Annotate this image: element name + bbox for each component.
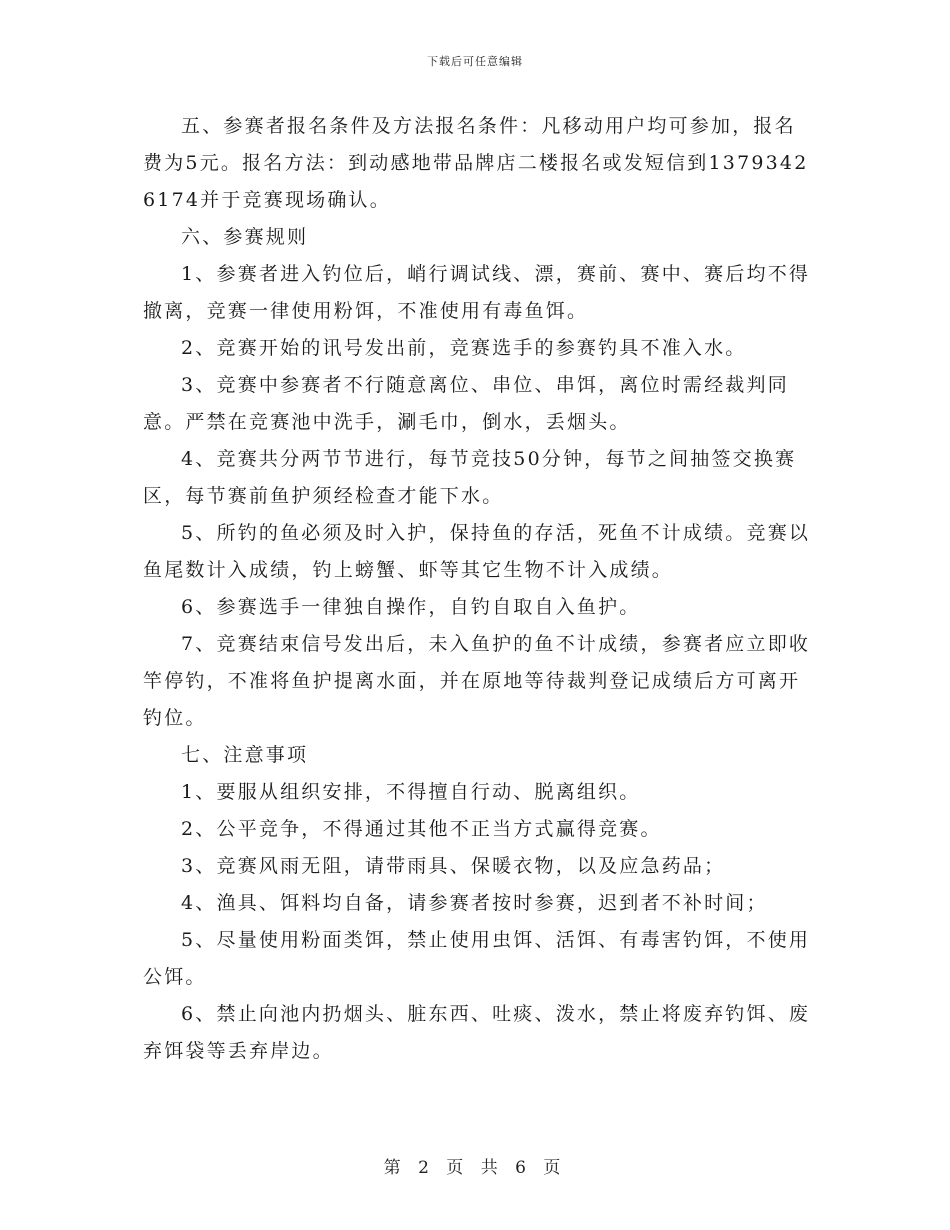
rule-item: 7、竞赛结束信号发出后，未入鱼护的鱼不计成绩，参赛者应立即收竿停钓，不准将鱼护提离水面，并在原地等待裁判登记成绩后方可离开钓位。 xyxy=(143,633,811,729)
rule-item: 4、竞赛共分两节节进行，每节竞技50分钟，每节之间抽签交换赛区，每节赛前鱼护须经检查才能下水。 xyxy=(143,448,797,507)
note-item: 5、尽量使用粉面类饵，禁止使用虫饵、活饵、有毒害钓饵，不使用公饵。 xyxy=(143,929,811,988)
heading-notes: 七、注意事项 xyxy=(181,744,309,766)
rule-item: 6、参赛选手一律独自操作，自钓自取自入鱼护。 xyxy=(181,596,641,618)
rule-item: 3、竞赛中参赛者不行随意离位、串位、串饵，离位时需经裁判同意。严禁在竞赛池中洗手，涮毛巾，倒水，丢烟头。 xyxy=(143,374,789,433)
rule-item: 1、参赛者进入钓位后，峭行调试线、漂，赛前、赛中、赛后均不得撤离，竞赛一律使用粉饵，不准使用有毒鱼饵。 xyxy=(143,263,811,322)
heading-rules: 六、参赛规则 xyxy=(181,226,309,248)
page-header: 下载后可任意编辑 xyxy=(427,55,523,68)
note-item: 3、竞赛风雨无阻，请带雨具、保暖衣物，以及应急药品； xyxy=(181,855,726,877)
rule-item: 5、所钓的鱼必须及时入护，保持鱼的存活，死鱼不计成绩。竞赛以鱼尾数计入成绩，钓上螃蟹、虾等其它生物不计入成绩。 xyxy=(143,522,811,581)
note-item: 4、渔具、饵料均自备，请参赛者按时参赛，迟到者不补时间； xyxy=(181,892,768,914)
page-number-footer: 第 2 页 共 6 页 xyxy=(383,1158,567,1178)
paragraph-registration: 五、参赛者报名条件及方法报名条件：凡移动用户均可参加，报名费为5元。报名方法：到动感地带品牌店二楼报名或发短信到13793426174并于竞赛现场确认。 xyxy=(143,115,809,211)
note-item: 6、禁止向池内扔烟头、脏东西、吐痰、泼水，禁止将废弃钓饵、废弃饵袋等丢弃岸边。 xyxy=(143,1003,811,1062)
note-item: 2、公平竞争，不得通过其他不正当方式赢得竞赛。 xyxy=(181,818,662,840)
rule-item: 2、竞赛开始的讯号发出前，竞赛选手的参赛钓具不准入水。 xyxy=(181,337,747,359)
note-item: 1、要服从组织安排，不得擅自行动、脱离组织。 xyxy=(181,781,641,803)
document-body xyxy=(143,108,811,1070)
